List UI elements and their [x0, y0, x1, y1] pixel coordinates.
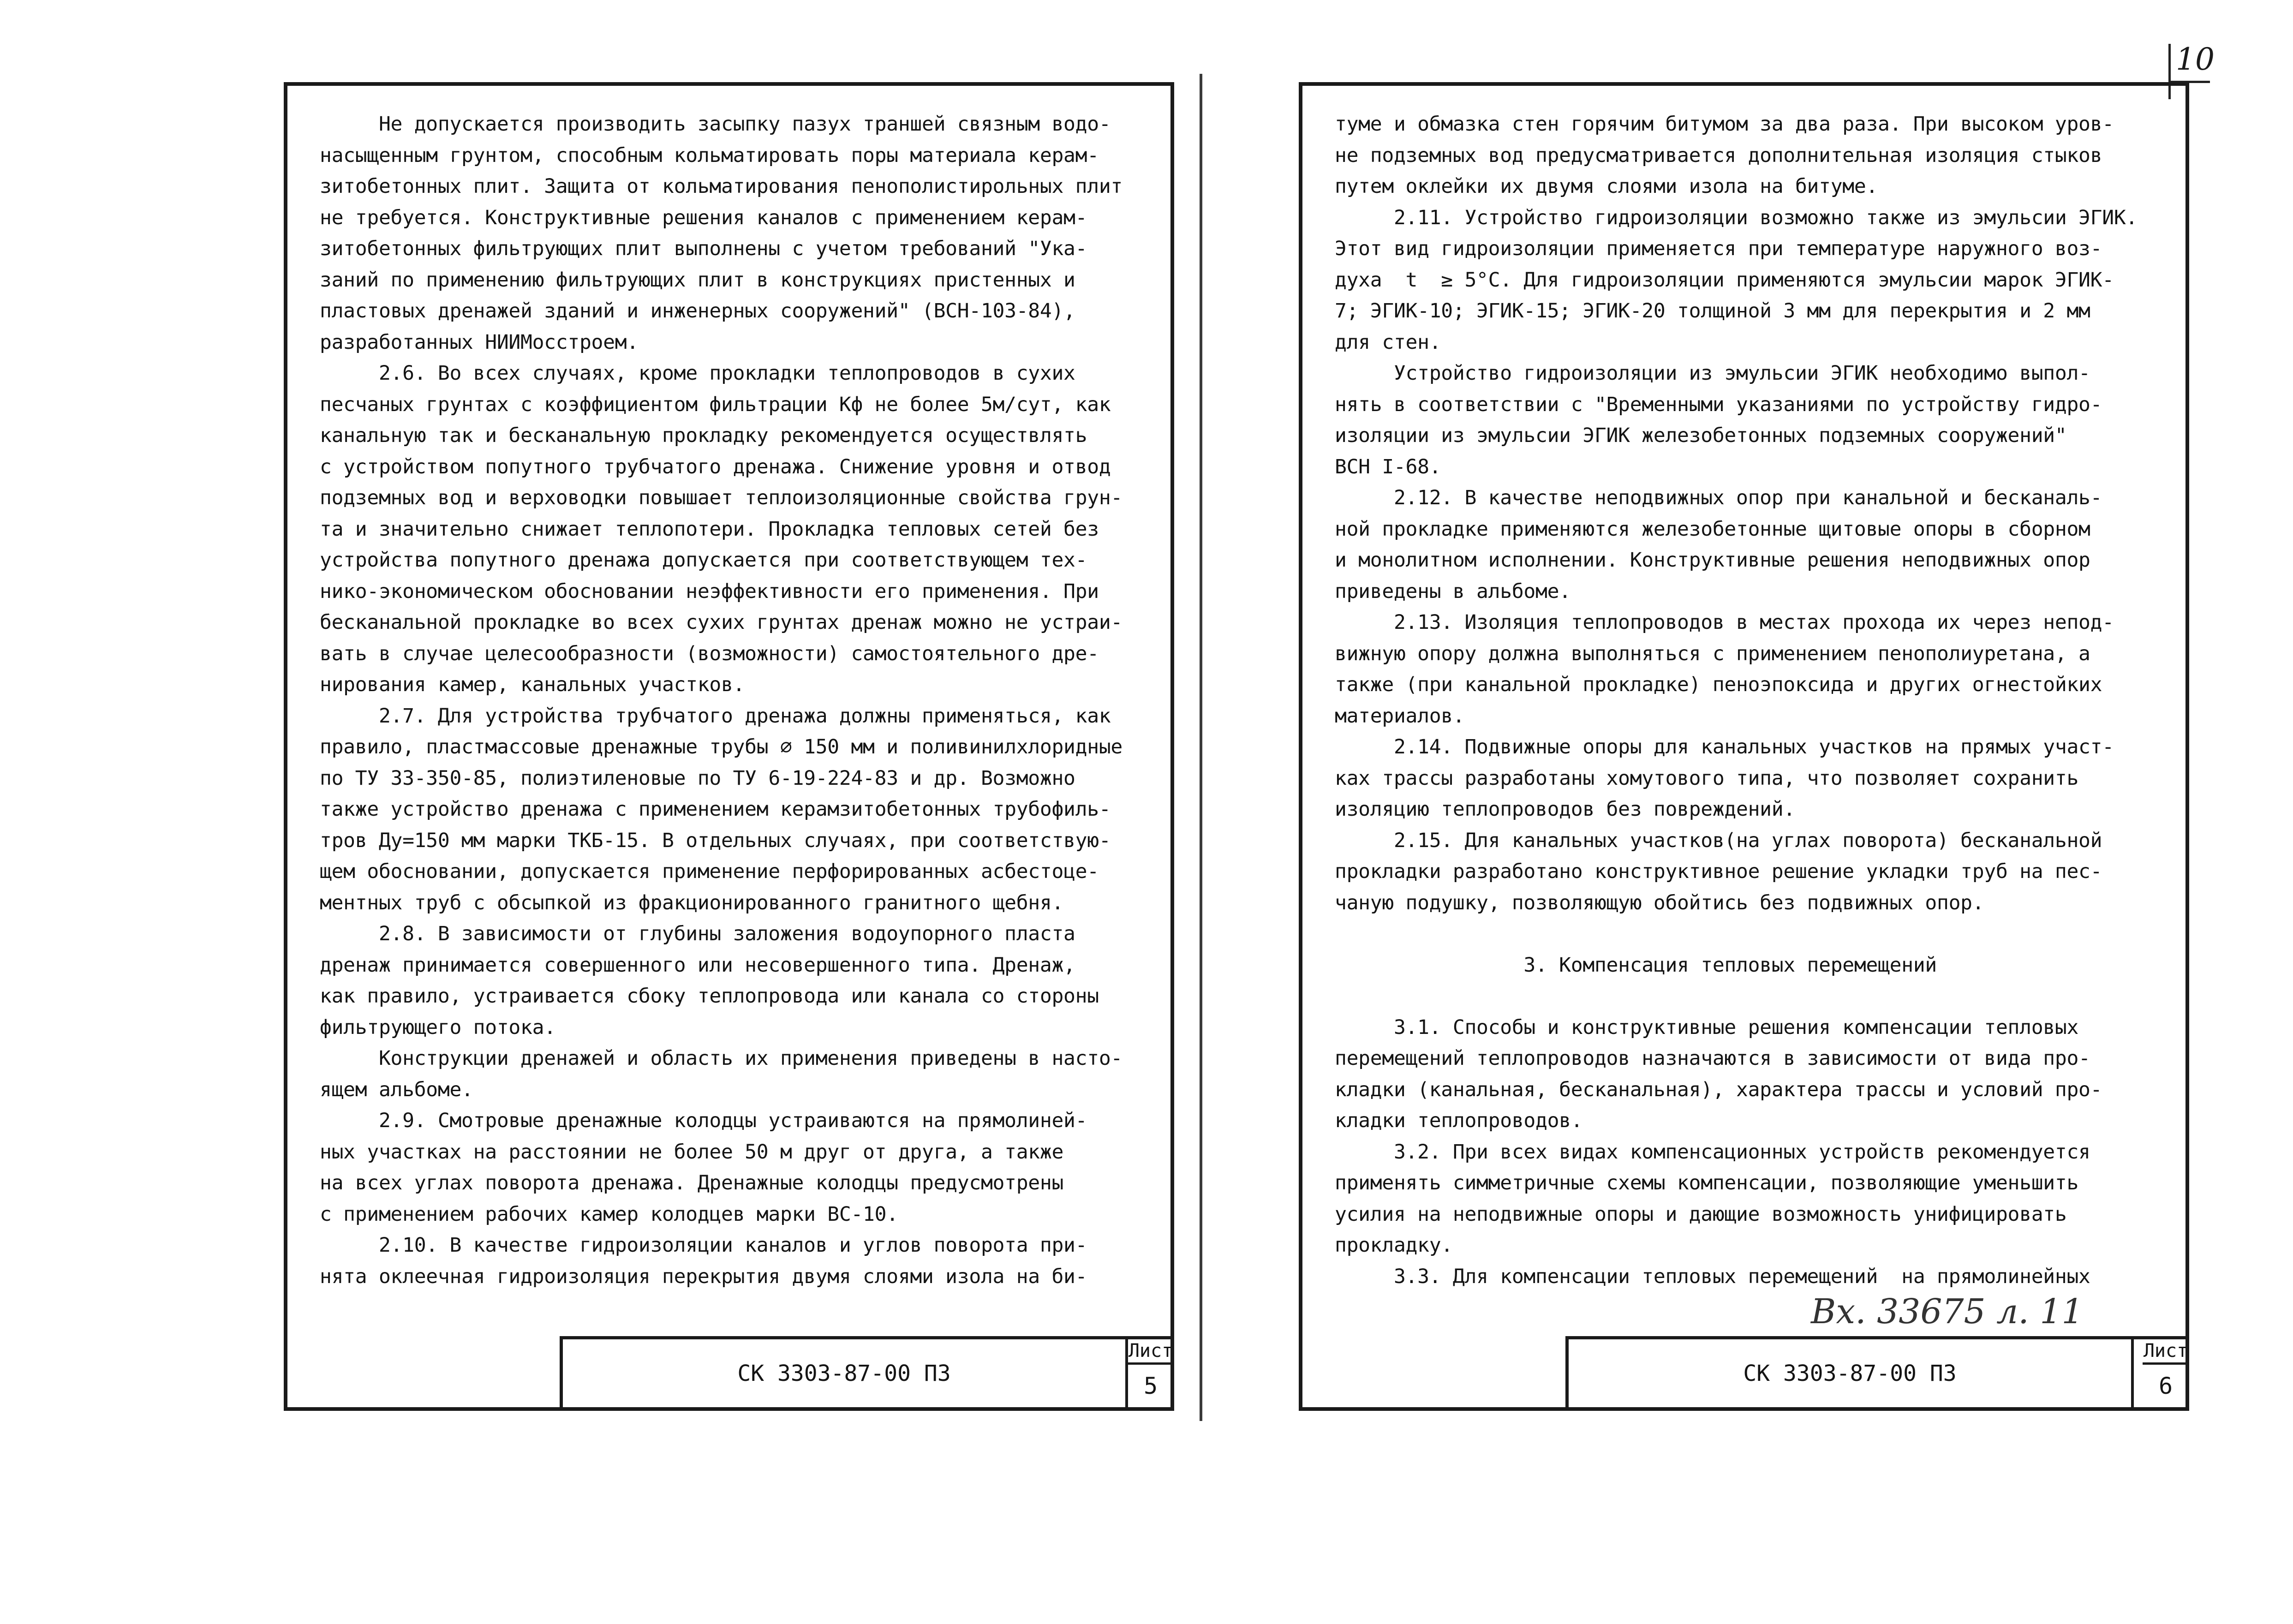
page-spine — [1200, 74, 1202, 1421]
sheet-number: 10 — [2176, 42, 2215, 77]
title-block — [1565, 1336, 2189, 1411]
sheet-label: Лист — [1128, 1339, 1174, 1365]
left-page-text: Не допускается производить засыпку пазух траншей связным водо- насыщенным грунтом, способным кольматировать поры материала керам- зитобетонных плит. Защита от кольматирования пенополистирольных плит не требуется. Конструктивные решения каналов с применением керам- зитобетонных фильтрующих плит выполнены с учетом требований "Ука- заний по применению фильтрующих плит в конструкциях пристенных и пластовых дренажей зданий и инженерных сооружений" (ВСН-103-84), разработанных НИИМосстроем. 2.6. Во всех случаях, кроме прокладки теплопроводов в сухих песчаных грунтах с коэффициентом фильтрации Кф не более 5м/сут, как канальную так и бесканальную прокладку рекомендуется осуществлять с устройством попутного трубчатого дренажа. Снижение уровня и отвод подземных вод и верховодки повышает теплоизоляционные свойства грун- та и значительно снижает теплопотери. Прокладка тепловых сетей без устройства попутного дренажа допускается при соответствующем тех- нико-экономическом обосновании неэффективности его применения. При бесканальной прокладке во всех сухих грунтах дренаж можно не устраи- вать в случае целесообразности (возможности) самостоятельного дре- нирования камер, канальных участков. 2.7. Для устройства трубчатого дренажа должны применяться, как правило, пластмассовые дренажные трубы ∅ 150 мм и поливинилхлоридные по ТУ 33-350-85, полиэтиленовые по ТУ 6-19-224-83 и др. Возможно также устройство дренажа с применением керамзитобетонных трубофиль- тров Ду=150 мм марки ТКБ-15. В отдельных случаях, при соответствую- щем обосновании, допускается применение перфорированных асбестоце- ментных труб с обсыпкой из фракционированного гранитного щебня. 2.8. В зависимости от глубины заложения водоупорного пласта дренаж принимается совершенного или несовершенного типа. Дренаж, как правило, устраивается сбоку теплопровода или канала со стороны фильтрующего потока. Конструкции дренажей и область их применения приведены в насто- ящем альбоме. 2.9. Смотровые дренажные колодцы устраиваются на прямолиней- ных участках на расстоянии не более 50 м друг от друга, а также на всех углах поворота дренажа. Дренажные колодцы предусмотрены с применением рабочих камер колодцев марки ВС-10. 2.10. В качестве гидроизоляции каналов и углов поворота при- нята оклеечная гидроизоляция перекрытия двумя слоями изола на би- — [320, 113, 1123, 1288]
sheet-cell — [2143, 1339, 2189, 1408]
left-page — [284, 82, 1174, 1411]
right-page — [1299, 82, 2189, 1411]
handwritten-note: Вх. 33675 л. 11 — [1811, 1292, 2084, 1331]
document-code: СК 3303-87-00 ПЗ — [1569, 1339, 2134, 1408]
sheet-label: Лист — [2143, 1339, 2189, 1365]
document-code: СК 3303-87-00 ПЗ — [563, 1339, 1128, 1408]
sheet-no: 6 — [2158, 1373, 2173, 1399]
sheet-cell — [1128, 1339, 1174, 1408]
title-block — [560, 1336, 1174, 1411]
right-page-text: туме и обмазка стен горячим битумом за два раза. При высоком уров- не подземных вод предусматривается дополнительная изоляция стыков путем оклейки их двумя слоями изола на битуме. 2.11. Устройство гидроизоляции возможно также из эмульсии ЭГИК. Этот вид гидроизоляции применяется при температуре наружного воз- духа t ≥ 5°С. Для гидроизоляции применяются эмульсии марок ЭГИК- 7; ЭГИК-10; ЭГИК-15; ЭГИК-20 толщиной 3 мм для перекрытия и 2 мм для стен. Устройство гидроизоляции из эмульсии ЭГИК необходимо выпол- нять в соответствии с "Временными указаниями по устройству гидро- изоляции из эмульсии ЭГИК железобетонных подземных сооружений" ВСН I-68. 2.12. В качестве неподвижных опор при канальной и бесканаль- ной прокладке применяются железобетонные щитовые опоры в сборном и монолитном исполнении. Конструктивные решения неподвижных опор приведены в альбоме. 2.13. Изоляция теплопроводов в местах прохода их через непод- вижную опору должна выполняться с применением пенополиуретана, а также (при канальной прокладке) пеноэпоксида и других огнестойких материалов. 2.14. Подвижные опоры для канальных участков на прямых участ- ках трассы разработаны хомутового типа, что позволяет сохранить изоляцию теплопроводов без повреждений. 2.15. Для канальных участков(на углах поворота) бесканальной прокладки разработано конструктивное решение укладки труб на пес- чаную подушку, позволяющую обойтись без подвижных опор. 3. Компенсация тепловых перемещений 3.1. Способы и конструктивные решения компенсации тепловых перемещений теплопроводов назначаются в зависимости от вида про- кладки (канальная, бесканальная), характера трассы и условий про- кладки теплопроводов. 3.2. При всех видах компенсационных устройств рекомендуется применять симметричные схемы компенсации, позволяющие уменьшить усилия на неподвижные опоры и дающие возможность унифицировать прокладку. 3.3. Для компенсации тепловых перемещений на прямолинейных — [1335, 113, 2138, 1288]
sheet-no: 5 — [1143, 1373, 1158, 1399]
